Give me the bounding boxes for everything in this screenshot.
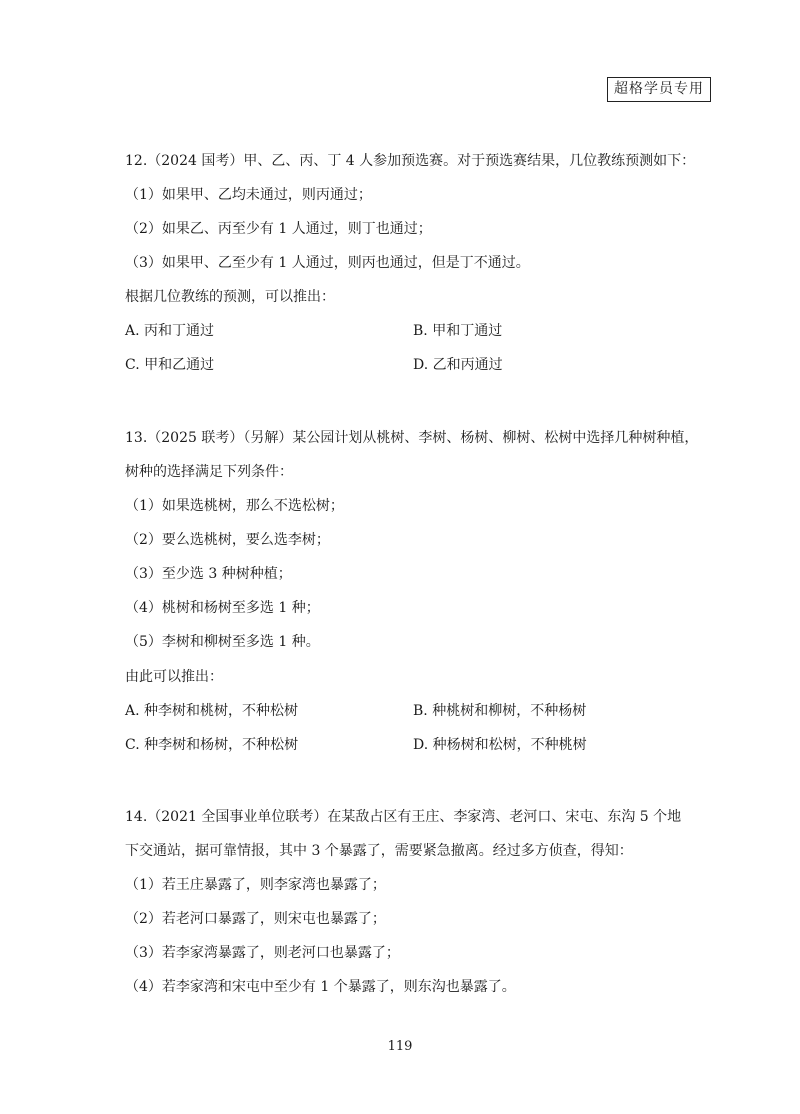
q12-condition-1: （1）如果甲、乙均未通过，则丙通过；: [125, 187, 372, 203]
q13-condition-4: （4）桃树和杨树至多选 1 种；: [125, 600, 320, 616]
q13-condition-3: （3）至少选 3 种树种植；: [125, 566, 292, 582]
q12-option-c: C. 甲和乙通过: [125, 357, 215, 373]
q14-condition-1: （1）若王庄暴露了，则李家湾也暴露了；: [125, 877, 386, 893]
q13-option-a: A. 种李树和桃树，不种松树: [125, 703, 299, 719]
q13-option-d: D. 种杨树和松树，不种桃树: [413, 737, 587, 753]
q12-condition-3: （3）如果甲、乙至少有 1 人通过，则丙也通过，但是丁不通过。: [125, 255, 530, 271]
q13-condition-2: （2）要么选桃树，要么选李树；: [125, 532, 330, 548]
q13-option-b: B. 种桃树和柳树，不种杨树: [413, 703, 587, 719]
q12-option-d: D. 乙和丙通过: [413, 357, 503, 373]
q12-condition-2: （2）如果乙、丙至少有 1 人通过，则丁也通过；: [125, 221, 432, 237]
q13-stem-line-2: 树种的选择满足下列条件：: [125, 464, 293, 480]
q13-condition-1: （1）如果选桃树，那么不选松树；: [125, 498, 344, 514]
q12-option-b: B. 甲和丁通过: [413, 323, 503, 339]
q14-stem-line-1: 14.（2021 全国事业单位联考）在某敌占区有王庄、李家湾、老河口、宋屯、东沟 5 个地: [125, 809, 682, 825]
q13-option-c: C. 种李树和杨树，不种松树: [125, 737, 299, 753]
q14-condition-4: （4）若李家湾和宋屯中至少有 1 个暴露了，则东沟也暴露了。: [125, 979, 516, 995]
q14-stem-line-2: 下交通站，据可靠情报，其中 3 个暴露了，需要紧急撤离。经过多方侦查，得知：: [125, 843, 633, 859]
student-only-badge: 超格学员专用: [607, 77, 711, 102]
q12-stem: 12.（2024 国考）甲、乙、丙、丁 4 人参加预选赛。对于预选赛结果，几位教练预测如下：: [125, 153, 696, 169]
q13-stem-line-1: 13.（2025 联考）（另解）某公园计划从桃树、李树、杨树、柳树、松树中选择几种树种植，: [125, 430, 699, 446]
q13-condition-5: （5）李树和柳树至多选 1 种。: [125, 634, 320, 650]
q14-condition-2: （2）若老河口暴露了，则宋屯也暴露了；: [125, 911, 386, 927]
q14-condition-3: （3）若李家湾暴露了，则老河口也暴露了；: [125, 945, 400, 961]
q13-prompt: 由此可以推出：: [125, 669, 223, 685]
q12-option-a: A. 丙和丁通过: [125, 323, 215, 339]
q12-prompt: 根据几位教练的预测，可以推出：: [125, 289, 335, 305]
page-number: 119: [387, 1039, 413, 1054]
